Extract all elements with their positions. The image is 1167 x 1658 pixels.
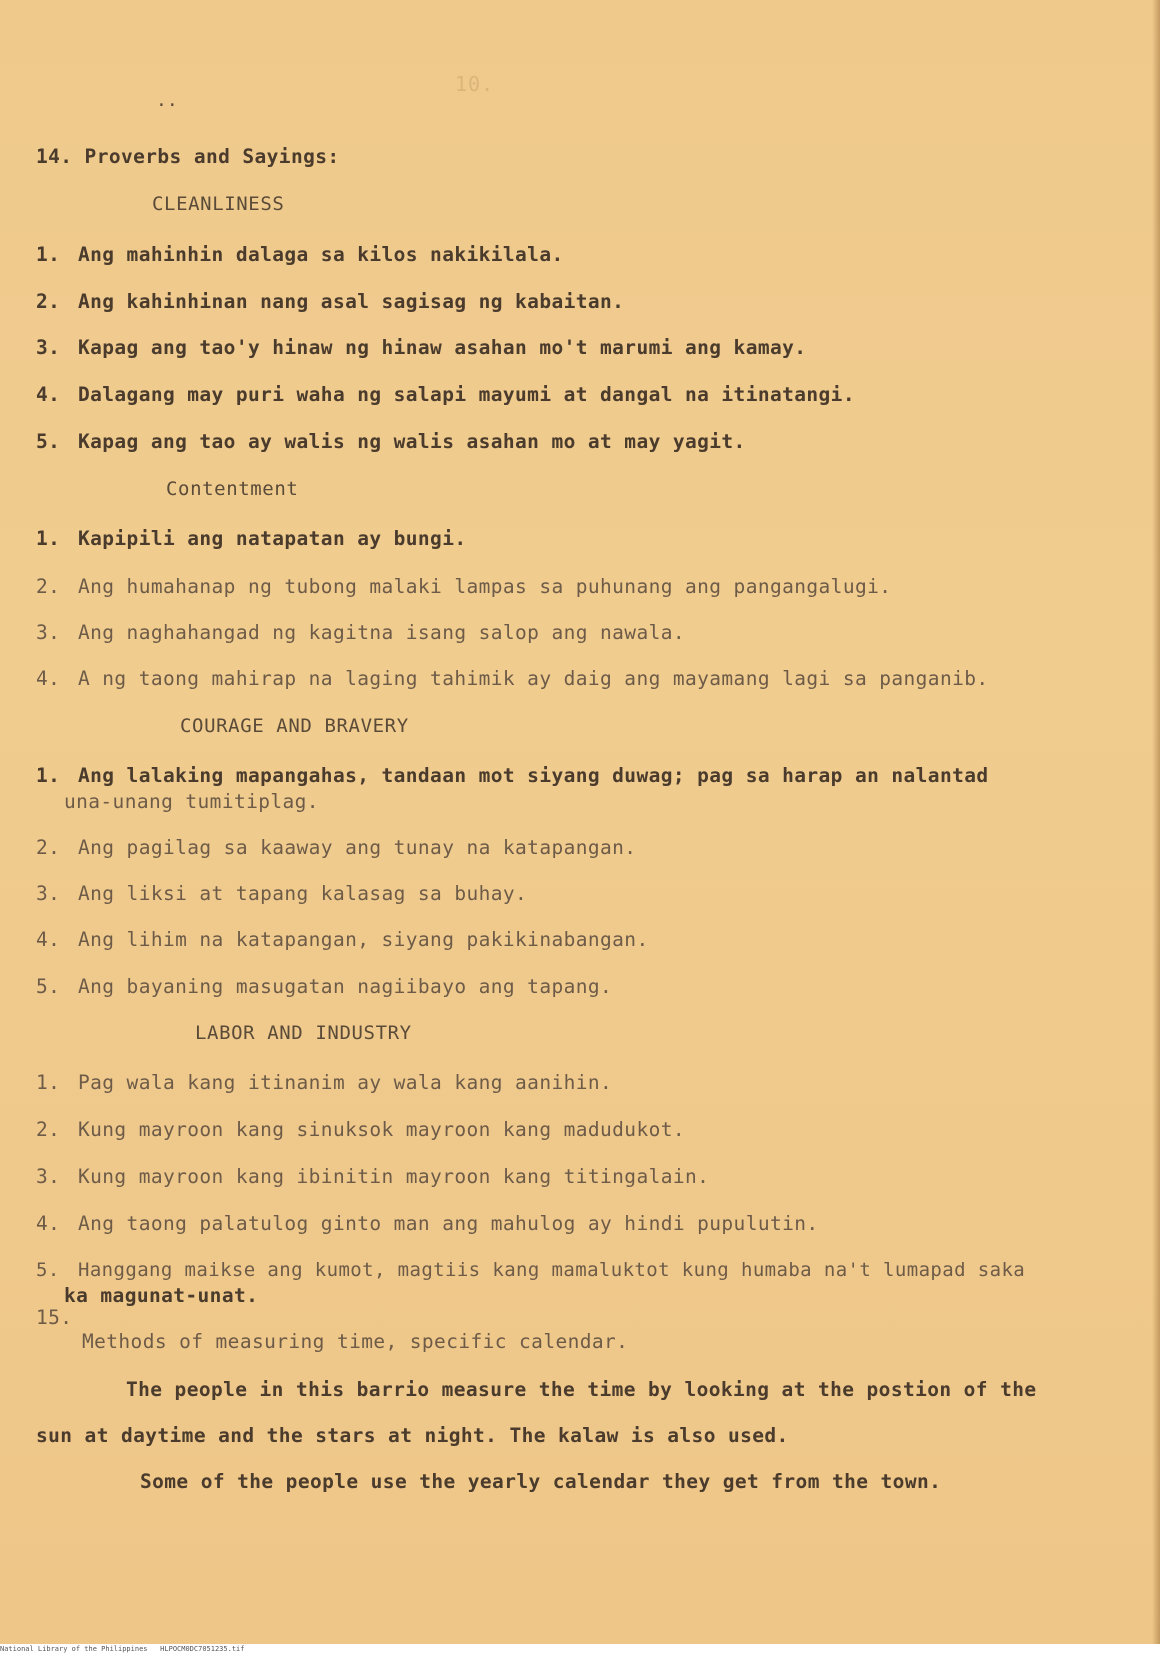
proverb-text: Kapipili ang natapatan ay bungi. (78, 527, 467, 550)
item-number: 2. (36, 836, 61, 859)
contentment-item-3 (36, 621, 685, 644)
contentment-item-1 (36, 527, 466, 550)
section-15-number: 15. (36, 1306, 73, 1329)
cleanliness-item-2 (36, 290, 624, 313)
proverb-text: Ang pagilag sa kaaway ang tunay na katapangan. (78, 836, 637, 859)
scan-footer (0, 1645, 244, 1653)
contentment-item-2 (36, 575, 891, 598)
cleanliness-item-4 (36, 383, 855, 406)
courage-item-2 (36, 836, 636, 859)
contentment-item-4 (36, 667, 989, 690)
courage-item-1-continuation: una-unang tumitiplag. (64, 790, 319, 813)
labor-item-5-continuation: ka magunat-unat. (64, 1284, 259, 1307)
item-number: 5. (36, 975, 61, 998)
item-number: 4. (36, 928, 61, 951)
item-number: 3. (36, 621, 61, 644)
courage-item-4 (36, 928, 649, 951)
section-15-title: Methods of measuring time, specific calendar. (82, 1330, 629, 1353)
proverb-text: Kung mayroon kang ibinitin mayroon kang titingalain. (78, 1165, 710, 1188)
proverb-text: Ang lalaking mapangahas, tandaan mot siyang duwag; pag sa harap an nalantad (78, 764, 989, 787)
heading-cleanliness: CLEANLINESS (152, 193, 285, 215)
item-number: 1. (36, 1071, 61, 1094)
proverb-text: Kapag ang tao ay walis ng walis asahan mo at may yagit. (78, 430, 746, 453)
courage-item-5 (36, 975, 612, 998)
labor-item-3 (36, 1165, 709, 1188)
item-number: 3. (36, 1165, 61, 1188)
item-number: 5. (36, 1259, 60, 1281)
courage-item-1 (36, 764, 989, 787)
item-number: 2. (36, 1118, 61, 1141)
proverb-text: Ang humahanap ng tubong malaki lampas sa puhunang ang pangangalugi. (78, 575, 892, 598)
proverb-text: Ang kahinhinan nang asal sagisag ng kabaitan. (78, 290, 625, 313)
section-15-paragraph-1-line-1: The people in this barrio measure the time by looking at the postion of the (126, 1378, 1037, 1401)
cleanliness-item-3 (36, 336, 806, 359)
proverb-text: Hanggang maikse ang kumot, magtiis kang mamaluktot kung humaba na't lumapad saka (78, 1259, 1026, 1281)
item-number: 2. (36, 575, 61, 598)
proverb-text: Ang liksi at tapang kalasag sa buhay. (78, 882, 528, 905)
item-number: 2. (36, 290, 61, 313)
item-number: 3. (36, 336, 61, 359)
courage-item-3 (36, 882, 527, 905)
item-number: 1. (36, 764, 61, 787)
section-14-title: 14. Proverbs and Sayings: (36, 145, 340, 168)
labor-item-1 (36, 1071, 612, 1094)
proverb-text: Ang bayaning masugatan nagiibayo ang tapang. (78, 975, 613, 998)
proverb-text: Kung mayroon kang sinuksok mayroon kang madudukot. (78, 1118, 685, 1141)
proverb-text: Dalagang may puri waha ng salapi mayumi at dangal na itinatangi. (78, 383, 855, 406)
section-15-paragraph-2: Some of the people use the yearly calendar they get from the town. (140, 1470, 942, 1493)
item-number: 1. (36, 527, 61, 550)
stray-mark: .. (156, 90, 178, 111)
item-number: 3. (36, 882, 61, 905)
page-edge-shadow (1152, 0, 1160, 1644)
item-number: 4. (36, 667, 61, 690)
library-credit: National Library of the Philippines (0, 1645, 148, 1653)
item-number: 4. (36, 1212, 61, 1235)
proverb-text: Ang lihim na katapangan, siyang pakikinabangan. (78, 928, 649, 951)
proverb-text: Ang taong palatulog ginto man ang mahulog ay hindi pupulutin. (78, 1212, 819, 1235)
item-number: 4. (36, 383, 61, 406)
item-number: 5. (36, 430, 61, 453)
proverb-text: Ang naghahangad ng kagitna isang salop ang nawala. (78, 621, 685, 644)
proverb-text: A ng taong mahirap na laging tahimik ay daig ang mayamang lagi sa panganib. (78, 667, 989, 690)
proverb-text: Ang mahinhin dalaga sa kilos nakikilala. (78, 243, 564, 266)
labor-item-4 (36, 1212, 819, 1235)
cleanliness-item-5 (36, 430, 746, 453)
heading-courage-and-bravery: COURAGE AND BRAVERY (180, 715, 409, 737)
labor-item-2 (36, 1118, 685, 1141)
heading-labor-and-industry: LABOR AND INDUSTRY (195, 1022, 412, 1044)
cleanliness-item-1 (36, 243, 564, 266)
page-number: 10. (455, 72, 495, 96)
item-number: 1. (36, 243, 61, 266)
heading-contentment: Contentment (166, 478, 299, 500)
proverb-text: Pag wala kang itinanim ay wala kang aanihin. (78, 1071, 613, 1094)
section-15-paragraph-1-line-2: sun at daytime and the stars at night. The kalaw is also used. (36, 1424, 789, 1447)
labor-item-5 (36, 1259, 1025, 1281)
proverb-text: Kapag ang tao'y hinaw ng hinaw asahan mo't marumi ang kamay. (78, 336, 807, 359)
file-id: HLPOCM0DC7051235.tif (160, 1645, 245, 1653)
